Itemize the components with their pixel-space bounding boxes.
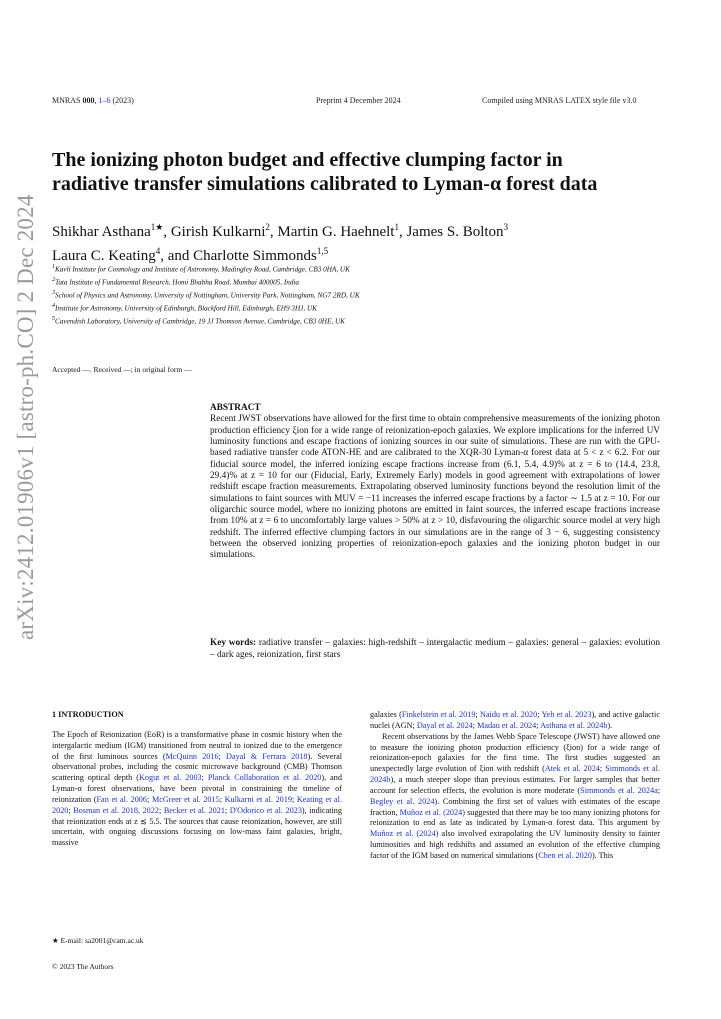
author-affil-sup: 1,5 [316,246,329,256]
title-line-1: The ionizing photon budget and effective clumping factor in [52,149,563,171]
pages-link[interactable]: 1–6 [98,96,111,105]
citation-link[interactable]: Planck Collaboration et al. 2020 [207,773,322,783]
author-name: , James S. Bolton [398,224,504,240]
running-header-journal [52,96,134,105]
author-name: , Girish Kulkarni [163,224,266,240]
author-name: Shikhar Asthana [52,224,151,240]
copyright-notice: © 2023 The Authors [52,962,114,971]
citation-link[interactable]: Begley et al. 2024 [370,796,435,806]
affiliation-sup: 4 [52,302,55,309]
author-affil-sup: 1★ [150,222,164,232]
submission-dates: Accepted —. Received —; in original form — [52,365,192,374]
citation-link[interactable]: Muñoz et al. (2024) [370,829,439,839]
citation-link[interactable]: Asthana et al. 2024b [540,720,608,730]
intro-paragraph: galaxies (Finkelstein et al. 2019; Naidu et al. 2020; Yeh et al. 2023), and active galactic nuclei (AGN; Dayal et al. 2024; Madau et al. 2024; Asthana et al. 2024b). [370,710,660,730]
citation-link[interactable]: Chen et al. 2020 [538,850,592,860]
preprint-date: Preprint 4 December 2024 [316,96,401,105]
citation-link[interactable]: Fan et al. 2006 [96,794,147,804]
author-list [52,218,672,266]
citation-link[interactable]: Becker et al. 2021 [163,805,225,815]
citation-link[interactable]: Kulkarni et al. 2019 [224,794,292,804]
affiliation [52,275,672,288]
affiliation-sup: 3 [52,289,55,296]
affiliation-sup: 5 [52,315,55,322]
abstract-body: Recent JWST observations have allowed for the first time to obtain comprehensive measurements of the ionizing photon production efficiency ξion for a wide range of reionization-epoch galaxies. We explore implications for the inferred UV luminosity functions and escape fractions of ionizing sources in our suite of simulations. These are run with the GPU-based radiative transfer code ATON-HE and are calibrated to the XQR-30 Lyman-α forest data at 5 < z < 6.2. For our fiducial source model, the inferred ionizing escape fractions increase from (6.1, 5.4, 4.9)% at z = 6 to (14.4, 23.8, 29.4)% at z = 10 for our (Fiducial, Early, Extremely Early) models in good agreement with extrapolations of lower redshift escape fraction measurements. Extrapolating observed luminosity functions beyond the resolution limit of the simulations to faint sources with MUV = −11 increases the inferred escape fractions by a factor ∼ 1.5 at z = 10. For our oligarchic source model, where no ionizing photons are emitted in faint sources, the inferred escape fractions increase from 10% at z = 6 to uncomfortably large values > 50% at z > 10, disfavouring the oligarchic source model at very high redshift. The inferred effective clumping factors in our simulations are in the range of 3 − 6, suggesting consistency between the observed ionizing properties of reionization-epoch galaxies and the ionizing photon budget in our simulations. [210,414,660,561]
author-name: Laura C. Keating [52,248,156,264]
citation-link[interactable]: Atek et al. 2024 [544,764,600,774]
intro-paragraph: The Epoch of Reionization (EoR) is a transformative phase in cosmic history when the intergalactic medium (IGM) transitioned from neutral to ionized due to the emergence of the first luminous sources (McQuinn 2016; Dayal & Ferrara 2018). Several observational probes, including the cosmic microwave background (CMB) Thomson scattering optical depth (Kogut et al. 2003; Planck Collaboration et al. 2020), and Lyman-α forest observations, have been pivotal in constraining the timeline of reionization (Fan et al. 2006; McGreer et al. 2015; Kulkarni et al. 2019; Keating et al. 2020; Bosman et al. 2018, 2022; Becker et al. 2021; D'Odorico et al. 2023), indicating that reionization ends at z ≲ 5.5. The sources that cause reionization, however, are still uncertain, with ongoing discussions focusing on low-mass faint galaxies, bright, massive [52,729,342,848]
affiliation-list [52,262,672,327]
affiliation-text: Institute for Astronomy, University of Edinburgh, Blackford Hill, Edinburgh, EH9 3HJ, UK [55,304,317,313]
journal-year: (2023) [110,96,134,105]
affiliation-text: Cavendish Laboratory, University of Cambridge, 19 JJ Thomson Avenue, Cambridge, CB3 0HE, UK [55,317,345,326]
intro-right-column [370,710,660,862]
citation-link[interactable]: Dayal & Ferrara 2018 [226,751,308,761]
citation-link[interactable]: Madau et al. 2024 [477,720,537,730]
section-heading: 1 INTRODUCTION [52,710,124,719]
author-affil-sup: 3 [503,222,509,232]
author-name: , Martin G. Haehnelt [269,224,395,240]
author-affil-sup: 2 [265,222,270,232]
affiliation [52,301,672,314]
compiled-note: Compiled using MNRAS LATEX style file v3.0 [482,96,637,105]
intro-left-column [52,710,342,849]
affiliation [52,314,672,327]
intro-paragraph: Recent observations by the James Webb Space Telescope (JWST) have allowed one to measure the ionizing photon production efficiency (ξion) for a wide range of reionization-epoch galaxies for the first time. The first studies suggested an unexpectedly large evolution of ξion with redshift (Atek et al. 2024; Simmonds et al. 2024b), a much steeper slope than previous estimates. For larger samples that better account for selection effects, the evolution is more moderate (Simmonds et al. 2024a; Begley et al. 2024). Combining the first set of values with estimates of the escape fraction, Muñoz et al. (2024) suggested that there may be too many ionizing photons for reionization to end as late as indicated by Lyman-α forest data. This argument by Muñoz et al. (2024) also involved extrapolating the UV luminosity density to fainter luminosities and high redshifts and assumed an evolution of the effective clumping factor of the IGM based on numerical simulations (Chen et al. 2020). This [370,731,661,860]
affiliation-text: Kavli Institute for Cosmology and Institute of Astronomy, Madingley Road, Cambridge, CB3 0HA, UK [55,265,350,274]
affiliation [52,262,672,275]
journal-volume: 000 [82,96,95,105]
author-affil-sup: 1 [394,222,399,232]
affiliation-sup: 2 [52,276,55,283]
email-footnote: ★ E-mail: sa2001@cam.ac.uk [52,936,144,945]
citation-link[interactable]: Finkelstein et al. 2019 [401,710,476,719]
arxiv-stamp: arXiv:2412.01906v1 [astro-ph.CO] 2 Dec 2024 [13,194,38,640]
citation-link[interactable]: D'Odorico et al. 2023 [229,805,302,815]
citation-link[interactable]: Simmonds et al. 2024b [370,764,660,785]
affiliation-text: School of Physics and Astronomy, University of Nottingham, University Park, Nottingham, NG7 2RD, UK [55,291,360,300]
citation-link[interactable]: Dayal et al. 2024 [416,720,473,730]
author-name: , and Charlotte Simmonds [160,248,317,264]
title-line-2: radiative transfer simulations calibrated to Lyman-α forest data [52,173,598,195]
citation-link[interactable]: Simmonds et al. 2024a [580,785,658,795]
journal-name: MNRAS [52,96,83,105]
citation-link[interactable]: Kogut et al. 2003 [138,773,202,783]
affiliation-sup: 1 [52,264,55,270]
pages-separator: , [94,96,99,105]
affiliation-text: Tata Institute of Fundamental Research, Homi Bhabha Road, Mumbai 400005, India [55,278,300,287]
paper-title [52,148,672,196]
citation-link[interactable]: Muñoz et al. (2024) [399,807,465,817]
abstract [210,403,660,562]
citation-link[interactable]: Yeh et al. 2023 [541,710,592,719]
abstract-heading: ABSTRACT [210,403,261,413]
citation-link[interactable]: Bosman et al. 2018, 2022 [73,805,159,815]
citation-link[interactable]: McQuinn 2016 [165,751,219,761]
keywords [210,638,660,661]
keywords-text: radiative transfer – galaxies: high-redshift – intergalactic medium – galaxies: general – galaxies: evolution – dark ages, reionization, first stars [210,638,660,660]
author-affil-sup: 4 [155,246,161,256]
affiliation [52,288,672,301]
citation-link[interactable]: Keating et al. 2020 [52,794,342,815]
keywords-label: Key words: [210,638,257,648]
citation-link[interactable]: Naidu et al. 2020 [480,710,538,719]
citation-link[interactable]: McGreer et al. 2015 [151,794,220,804]
